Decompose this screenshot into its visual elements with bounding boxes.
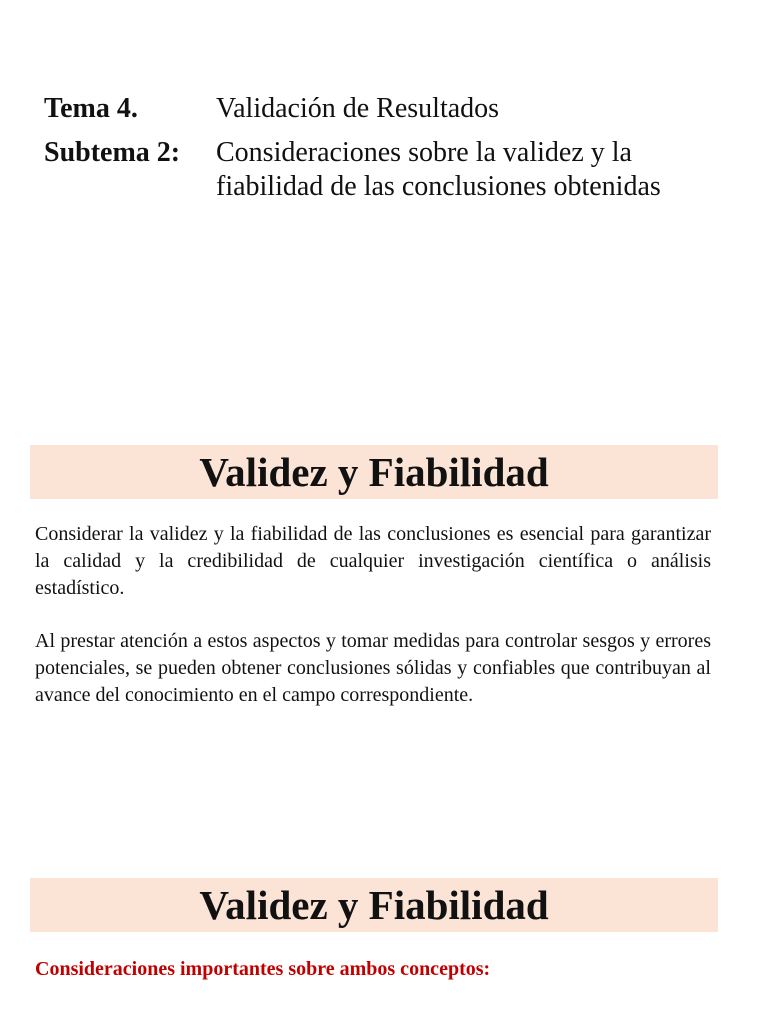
subtema-title: Consideraciones sobre la validez y la fiabilidad de las conclusiones obtenidas — [216, 137, 661, 202]
body-paragraph: Considerar la validez y la fiabilidad de las conclusiones es esencial para garantizar la calidad y la credibilidad de cualquier investigación científica o análisis estadístico. — [35, 523, 711, 599]
title-slide — [0, 0, 768, 400]
tema-row — [44, 92, 724, 126]
section-title: Validez y Fiabilidad — [199, 449, 549, 495]
section-title: Validez y Fiabilidad — [199, 882, 549, 928]
tema-title: Validación de Resultados — [216, 93, 500, 124]
tema-label: Tema 4. — [44, 93, 138, 124]
section-banner — [30, 878, 718, 932]
subtema-row — [44, 136, 724, 204]
section-banner — [30, 445, 718, 499]
subtema-label: Subtema 2: — [44, 137, 181, 168]
body-paragraph: Al prestar atención a estos aspectos y tomar medidas para controlar sesgos y errores potenciales, se pueden obtener conclusiones sólidas y confiables que contribuyan al avance del conocimiento en el campo correspondiente. — [35, 630, 711, 706]
considerations-heading: Consideraciones importantes sobre ambos conceptos: — [35, 958, 491, 980]
